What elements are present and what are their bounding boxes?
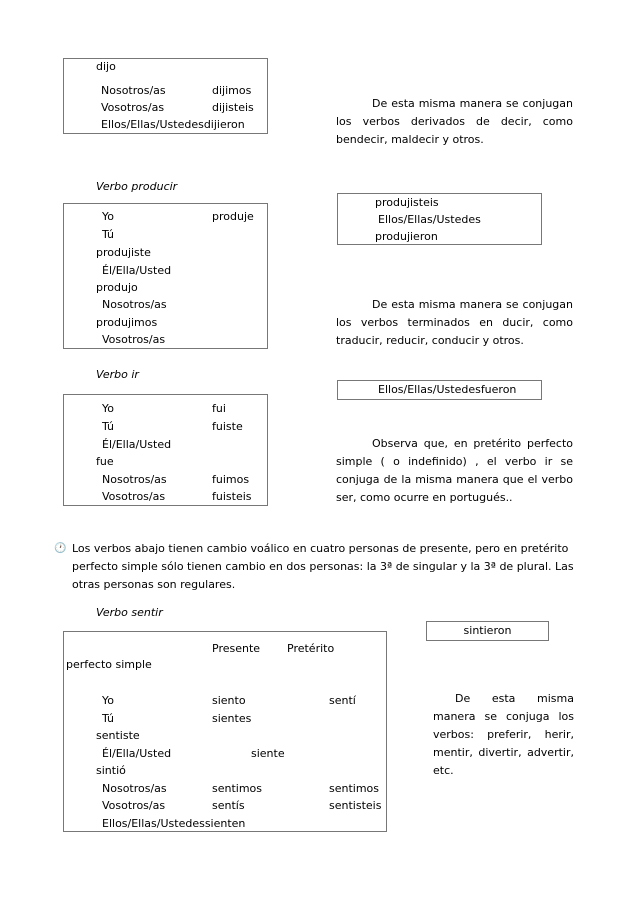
conj-form: produje — [212, 210, 254, 223]
conj-form: fuisteis — [212, 490, 252, 503]
conj-row: Ellos/Ellas/Ustedesdijieron — [101, 118, 245, 131]
conj-row: Él/Ella/Usted — [102, 747, 172, 760]
note-decir: De esta misma manera se conjugan los verbos derivados de decir, como bendecir, maldecir y otros. — [336, 97, 573, 146]
conj-row: produjisteis — [375, 196, 439, 209]
conj-row: Él/Ella/Usted — [102, 264, 172, 277]
col-header-present: Presente — [212, 642, 261, 655]
heading-producir: Verbo producir — [96, 180, 178, 193]
note-ir: Observa que, en pretérito perfecto simple ( o indefinido) , el verbo ir se conjuga de la misma manera que el verbo ser, como ocurre en portugués.. — [336, 437, 573, 504]
conj-row: fue — [96, 455, 114, 468]
col-header-preterite: Pretérito — [287, 642, 335, 655]
conj-row: Yo — [102, 694, 114, 707]
conj-form: dijimos — [212, 84, 252, 97]
conj-row: Ellos/Ellas/Ustedes — [378, 213, 481, 226]
conj-form: fui — [212, 402, 226, 415]
conj-row: Ellos/Ellas/Ustedesfueron — [378, 383, 517, 396]
conj-row: produjieron — [375, 230, 438, 243]
note-sentir: De esta misma manera se conjuga los verbos: preferir, herir, mentir, divertir, advertir, etc. — [433, 692, 574, 777]
conj-form: sentisteis — [329, 799, 382, 812]
conj-row: Tú — [102, 228, 115, 241]
conj-form: sentís — [212, 799, 245, 812]
conj-row: Vosotros/as — [101, 101, 165, 114]
conj-form: fuimos — [212, 473, 250, 486]
conj-form: sientes — [212, 712, 252, 725]
heading-sentir: Verbo sentir — [96, 606, 163, 619]
col-header-preterite-cont: perfecto simple — [66, 658, 152, 671]
conj-row: sintieron — [463, 624, 512, 637]
conj-row: Yo — [102, 402, 114, 415]
conj-row: Yo — [102, 210, 114, 223]
conj-row: produjimos — [96, 316, 158, 329]
conj-row: sentiste — [96, 729, 140, 742]
conj-row: dijo — [96, 60, 116, 73]
note-ducir: De esta misma manera se conjugan los verbos terminados en ducir, como traducir, reducir, conducir y otros. — [336, 298, 573, 347]
conj-form: dijisteis — [212, 101, 254, 114]
conj-row: Nosotros/as — [102, 473, 167, 486]
conj-row: produjo — [96, 281, 138, 294]
conj-row: Tú — [102, 420, 115, 433]
conj-row: sintió — [96, 764, 126, 777]
conj-form: sentimos — [212, 782, 263, 795]
conj-row: Nosotros/as — [101, 84, 166, 97]
conj-form: fuiste — [212, 420, 243, 433]
conj-row: Ellos/Ellas/Ustedessienten — [102, 817, 246, 830]
conj-row: Vosotros/as — [102, 490, 166, 503]
heading-ir: Verbo ir — [96, 368, 139, 381]
conj-row: Vosotros/as — [102, 333, 166, 346]
clock-icon: 🕐 — [54, 543, 67, 554]
conj-form: sentimos — [329, 782, 380, 795]
conj-form: sentí — [329, 694, 356, 707]
bullet-paragraph: Los verbos abajo tienen cambio voálico en cuatro personas de presente, pero en pretérito perfecto simple sólo tienen cambio en dos personas: la 3ª de singular y la 3ª de plural. Las otras personas son regulares. — [72, 542, 574, 591]
conj-row: Nosotros/as — [102, 298, 167, 311]
conj-row: Él/Ella/Usted — [102, 438, 172, 451]
conj-form: siento — [212, 694, 246, 707]
conj-row: Nosotros/as — [102, 782, 167, 795]
conj-row: Tú — [102, 712, 115, 725]
conj-form: siente — [251, 747, 285, 760]
conj-row: produjiste — [96, 246, 151, 259]
conj-row: Vosotros/as — [102, 799, 166, 812]
